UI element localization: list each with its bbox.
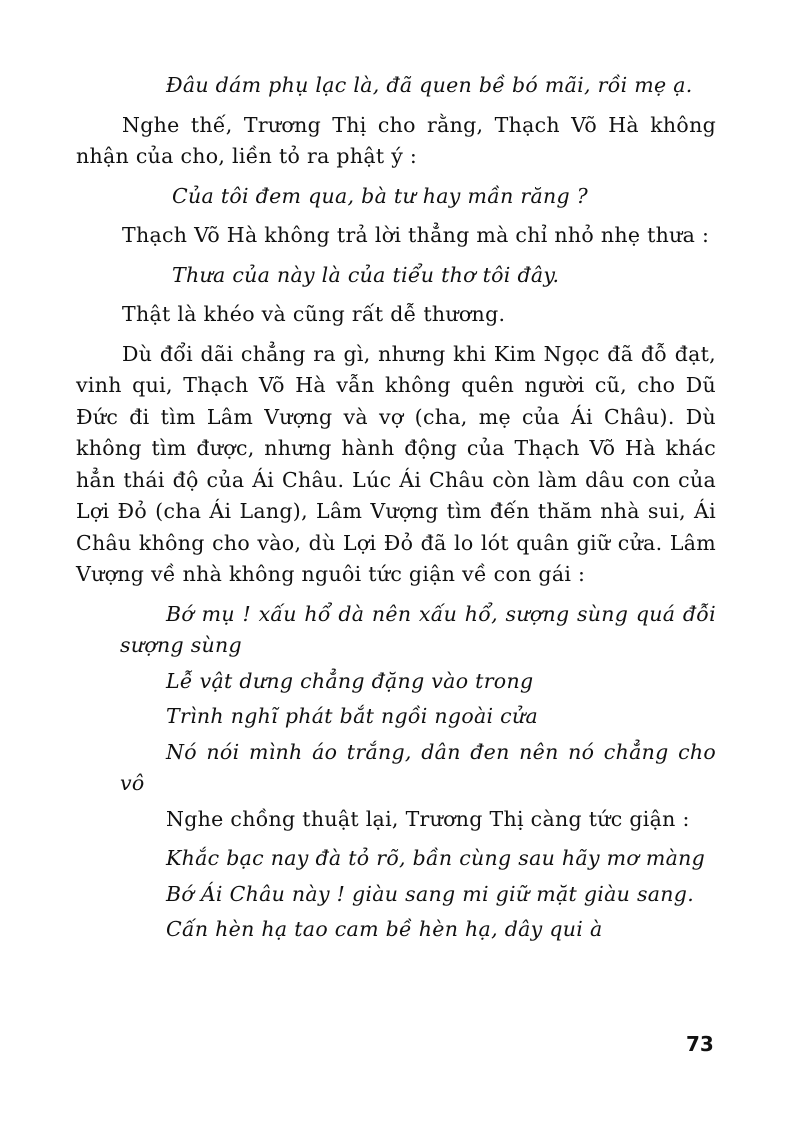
verse-line: Khắc bạc nay đà tỏ rõ, bần cùng sau hãy mơ màng <box>166 846 706 870</box>
narrative-paragraph: Thật là khéo và cũng rất dễ thương. <box>122 302 506 326</box>
page-number: 73 <box>686 1032 714 1056</box>
verse-line: Nó nói mình áo trắng, dân đen nên nó chẳng cho vô <box>120 739 716 795</box>
narrative-paragraph: Nghe thế, Trương Thị cho rằng, Thạch Võ Hà không nhận của cho, liền tỏ ra phật ý : <box>76 112 716 168</box>
narrative-paragraph: Dù đổi dãi chẳng ra gì, nhưng khi Kim Ngọc đã đỗ đạt, vinh qui, Thạch Võ Hà vẫn không quên người cũ, cho Dũ Đức đi tìm Lâm Vượng và vợ (cha, mẹ của Ái Châu). Dù không tìm được, nhưng hành động của Thạch Võ Hà khác hẳn thái độ của Ái Châu. Lúc Ái Châu còn làm dâu con của Lợi Đỏ (cha Ái Lang), Lâm Vượng tìm đến thăm nhà sui, Ái Châu không cho vào, dù Lợi Đỏ đã lo lót quân giữ cửa. Lâm Vượng về nhà không nguôi tức giận về con gái : <box>76 341 716 586</box>
page-text <box>76 70 716 950</box>
verse-line: Trình nghĩ phát bắt ngồi ngoài cửa <box>166 704 538 728</box>
verse-line: Của tôi đem qua, bà tư hay mần răng ? <box>172 183 589 208</box>
verse-line: Bớ mụ ! xấu hổ dà nên xấu hổ, sượng sùng quá đỗi sượng sùng <box>120 601 716 657</box>
verse-line: Bớ Ái Châu này ! giàu sang mi giữ mặt giàu sang. <box>166 881 695 906</box>
verse-line: Lễ vật dưng chẳng đặng vào trong <box>166 668 534 693</box>
verse-line: Đâu dám phụ lạc là, đã quen bề bó mãi, rồi mẹ ạ. <box>166 73 693 97</box>
narrative-paragraph: Nghe chồng thuật lại, Trương Thị càng tức giận : <box>166 806 690 831</box>
narrative-paragraph: Thạch Võ Hà không trả lời thẳng mà chỉ nhỏ nhẹ thưa : <box>122 223 710 247</box>
verse-line: Thưa của này là của tiểu thơ tôi đây. <box>172 262 560 287</box>
verse-line: Cấn hèn hạ tao cam bề hèn hạ, dây qui à <box>166 917 603 941</box>
